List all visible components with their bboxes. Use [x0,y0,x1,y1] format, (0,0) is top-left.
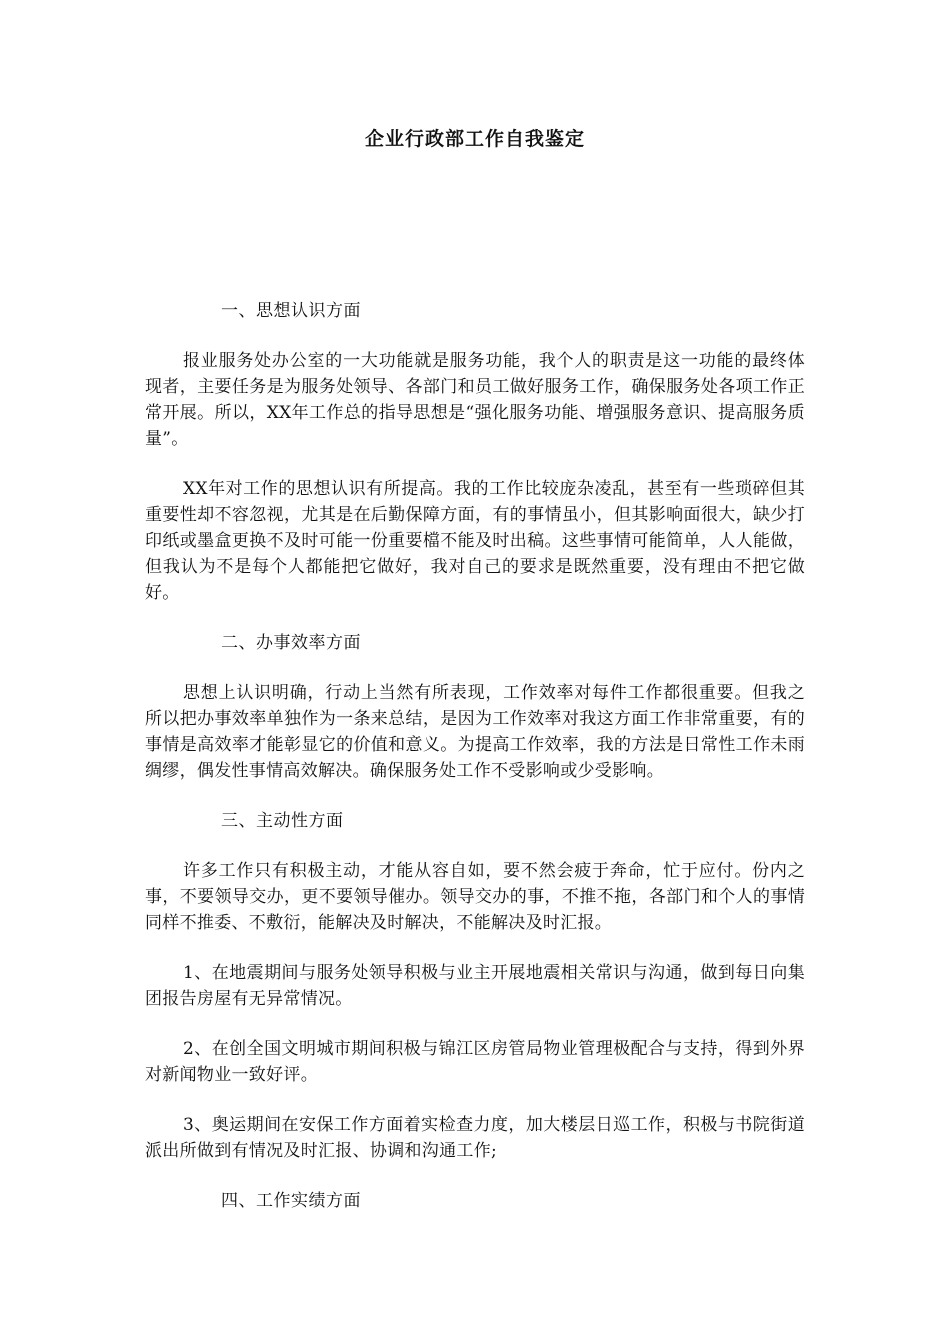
paragraph: 报业服务处办公室的一大功能就是服务功能，我个人的职责是这一功能的最终体现者，主要任务是为服务处领导、各部门和员工做好服务工作，确保服务处各项工作正常开展。所以，XX年工作总的指导思想是“强化服务功能、增强服务意识、提高服务质量”。 [145,351,805,449]
section-heading-initiative: 三、主动性方面 [221,811,344,831]
list-item-paragraph: 3、奥运期间在安保工作方面着实检查力度，加大楼层日巡工作，积极与书院街道派出所做到有情况及时汇报、协调和沟通工作; [145,1115,805,1161]
document-title: 企业行政部工作自我鉴定 [364,128,585,150]
document-body [145,298,805,1238]
paragraph: 思想上认识明确，行动上当然有所表现，工作效率对每件工作都很重要。但我之所以把办事效率单独作为一条来总结，是因为工作效率对我这方面工作非常重要，有的事情是高效率才能彰显它的价值和意义。为提高工作效率，我的方法是日常性工作未雨绸缪，偶发性事情高效解决。确保服务处工作不受影响或少受影响。 [145,683,805,781]
list-item-paragraph: 1、在地震期间与服务处领导积极与业主开展地震相关常识与沟通，做到每日向集团报告房屋有无异常情况。 [145,963,805,1009]
section-heading-achievements: 四、工作实绩方面 [221,1191,361,1211]
list-item-paragraph: 2、在创全国文明城市期间积极与锦江区房管局物业管理极配合与支持，得到外界对新闻物业一致好评。 [145,1039,805,1085]
section-heading-thinking: 一、思想认识方面 [221,301,361,321]
section-heading-efficiency: 二、办事效率方面 [221,633,361,653]
paragraph: XX年对工作的思想认识有所提高。我的工作比较庞杂凌乱，甚至有一些琐碎但其重要性却不容忽视，尤其是在后勤保障方面，有的事情虽小，但其影响面很大，缺少打印纸或墨盒更换不及时可能一份重要檔不能及时出稿。这些事情可能简单，人人能做，但我认为不是每个人都能把它做好，我对自己的要求是既然重要，没有理由不把它做好。 [145,479,805,603]
paragraph: 许多工作只有积极主动，才能从容自如，要不然会疲于奔命，忙于应付。份内之事，不要领导交办，更不要领导催办。领导交办的事，不推不拖，各部门和个人的事情同样不推委、不敷衍，能解决及时解决，不能解决及时汇报。 [145,861,805,933]
